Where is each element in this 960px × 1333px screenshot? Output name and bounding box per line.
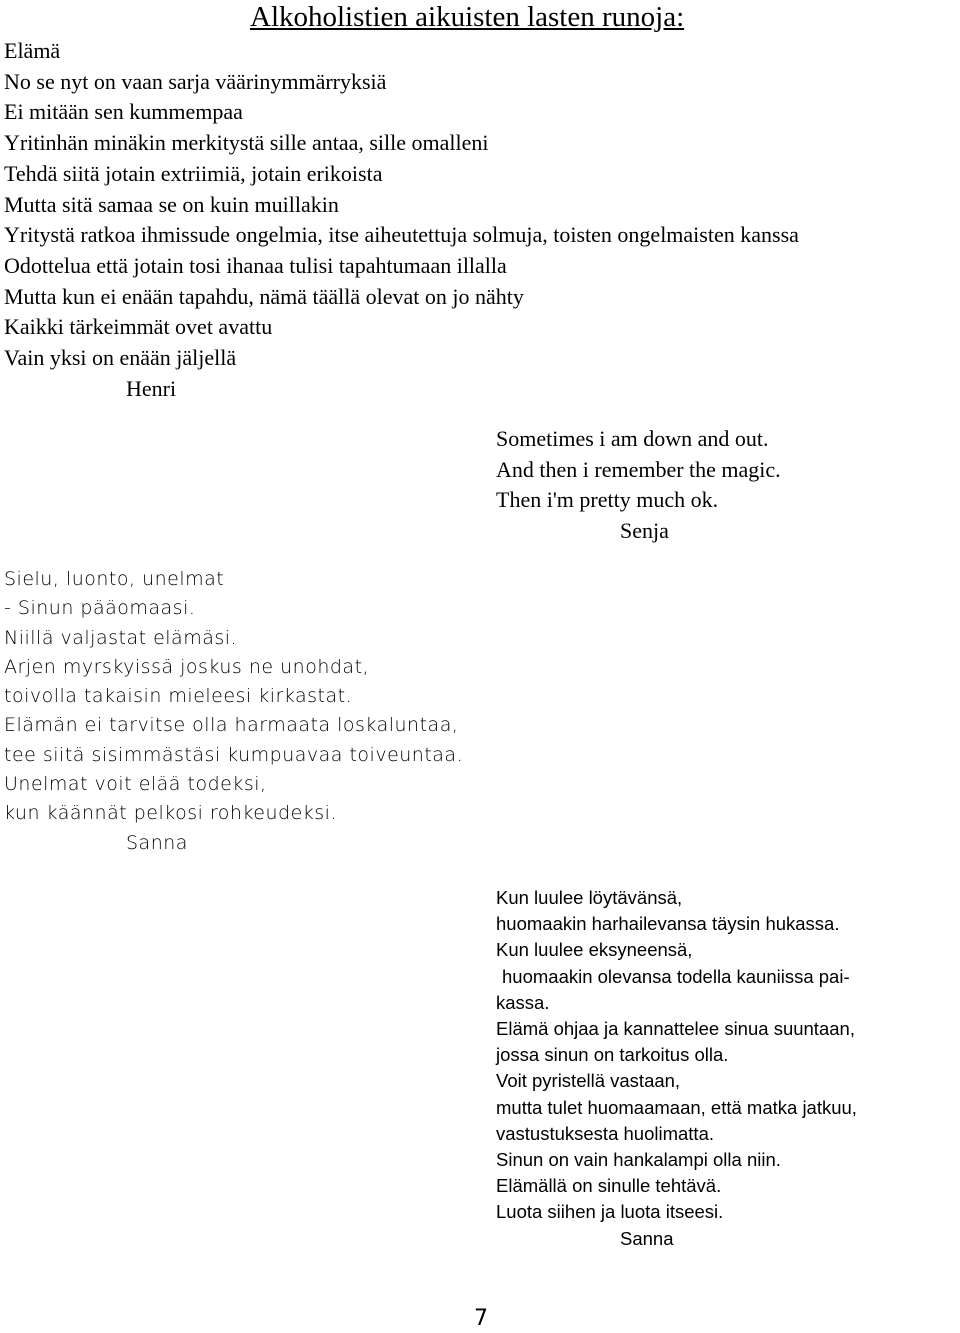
poem-line: Ei mitään sen kummempaa bbox=[4, 99, 243, 125]
poem-line: Kun luulee löytävänsä, bbox=[496, 887, 683, 908]
poem-line: - Sinun pääomaasi. bbox=[4, 597, 196, 620]
poem-line: No se nyt on vaan sarja väärinymmärryksiä bbox=[4, 68, 387, 94]
poem-line: toivolla takaisin mieleesi kirkastat. bbox=[4, 685, 353, 708]
poem-line: Odottelua että jotain tosi ihanaa tulisi tapahtumaan illalla bbox=[4, 252, 507, 278]
poem-sanna-2 bbox=[496, 885, 857, 1252]
poem-line: tee siitä sisimmästäsi kumpuavaa toiveuntaa. bbox=[4, 743, 464, 766]
poem-line: Elämä ohjaa ja kannattelee sinua suuntaan, bbox=[496, 1018, 855, 1040]
poem-line: Luota siihen ja luota itseesi. bbox=[496, 1201, 724, 1223]
poem-line: Elämällä on sinulle tehtävä. bbox=[496, 1175, 722, 1197]
poem-line: Tehdä siitä jotain extriimiä, jotain erikoista bbox=[4, 160, 383, 186]
poem-line: Elämä bbox=[4, 38, 61, 63]
page-title: Alkoholistien aikuisten lasten runoja: bbox=[250, 1, 685, 33]
poem-author: Henri bbox=[126, 375, 177, 401]
poem-author: Senja bbox=[620, 518, 669, 544]
poem-line: Elämän ei tarvitse olla harmaata loskaluntaa, bbox=[4, 714, 459, 737]
poem-line: Vain yksi on enään jäljellä bbox=[4, 345, 237, 371]
poem-henri bbox=[4, 36, 799, 404]
poem-line: Unelmat voit elää todeksi, bbox=[4, 773, 267, 796]
poem-senja bbox=[496, 424, 781, 547]
poem-line: Yritinhän minäkin merkitystä sille antaa, sille omalleni bbox=[4, 130, 489, 156]
poem-author: Sanna bbox=[620, 1227, 674, 1249]
poem-line: Arjen myrskyissä joskus ne unohdat, bbox=[4, 655, 370, 678]
page-number: 7 bbox=[474, 1306, 488, 1331]
poem-line: Sinun on vain hankalampi olla niin. bbox=[496, 1149, 781, 1171]
poem-line: kun käännät pelkosi rohkeudeksi. bbox=[4, 802, 337, 825]
poem-line: Niillä valjastat elämäsi. bbox=[4, 626, 238, 649]
poem-line: Sielu, luonto, unelmat bbox=[4, 568, 225, 590]
poem-line: Yritystä ratkoa ihmissude ongelmia, itse aiheutettuja solmuja, toisten ongelmaisten kanssa bbox=[4, 222, 799, 248]
poem-line: kassa. bbox=[496, 991, 550, 1013]
poem-line: Then i'm pretty much ok. bbox=[496, 487, 719, 513]
poem-line: Kun luulee eksyneensä, bbox=[496, 939, 693, 961]
poem-line: Sometimes i am down and out. bbox=[496, 426, 769, 451]
poem-line: Mutta sitä samaa se on kuin muillakin bbox=[4, 191, 339, 217]
poem-line: Mutta kun ei enään tapahdu, nämä täällä olevat on jo nähty bbox=[4, 283, 524, 309]
poem-line: And then i remember the magic. bbox=[496, 456, 781, 482]
poem-author: Sanna bbox=[126, 831, 188, 854]
poem-line: Kaikki tärkeimmät ovet avattu bbox=[4, 314, 273, 340]
poem-line: huomaakin olevansa todella kauniissa pai- bbox=[502, 965, 850, 987]
poem-line: vastustuksesta huolimatta. bbox=[496, 1122, 714, 1144]
poem-line: huomaakin harhailevansa täysin hukassa. bbox=[496, 913, 840, 935]
poem-line: mutta tulet huomaamaan, että matka jatkuu, bbox=[496, 1096, 857, 1118]
poem-sanna-1 bbox=[4, 565, 463, 858]
poem-line: jossa sinun on tarkoitus olla. bbox=[496, 1044, 729, 1066]
poem-line: Voit pyristellä vastaan, bbox=[496, 1070, 681, 1092]
